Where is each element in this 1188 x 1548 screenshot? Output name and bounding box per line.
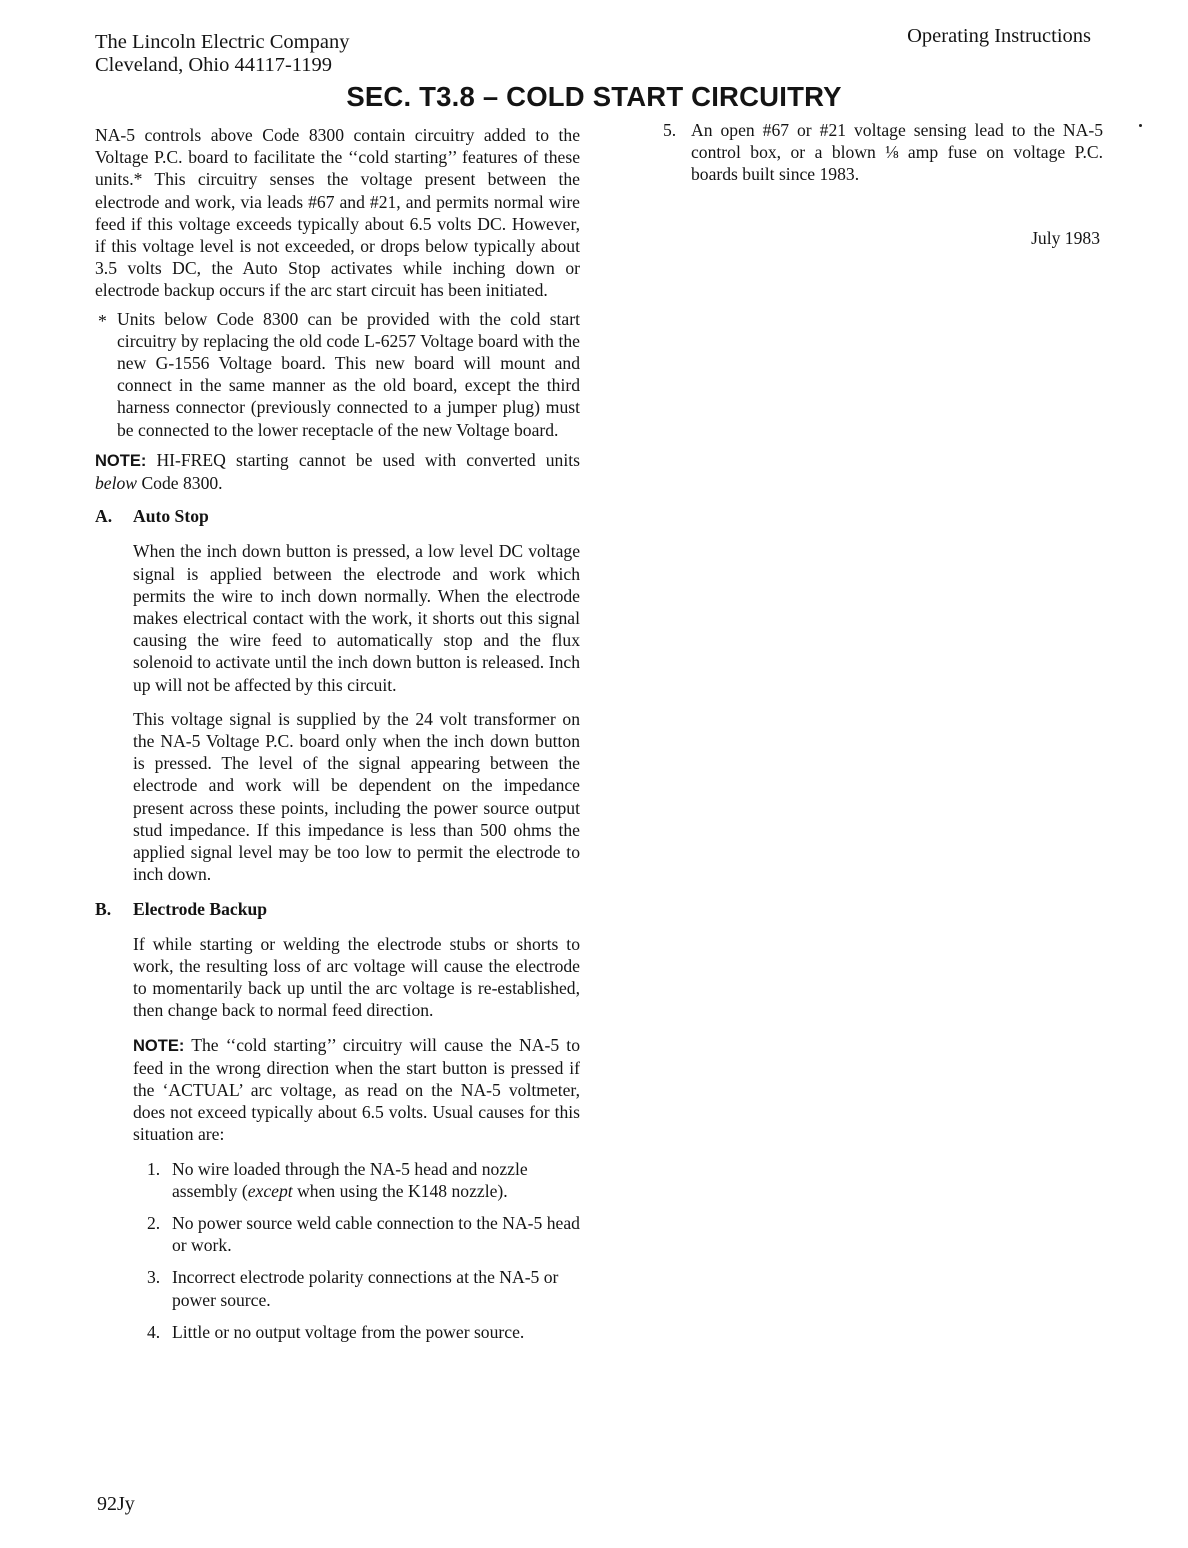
list-text: No power source weld cable connection to the NA-5 head or work. — [172, 1212, 580, 1256]
left-column — [95, 124, 580, 1353]
right-column — [663, 119, 1103, 186]
list-text: No wire loaded through the NA-5 head and nozzle assembly ( — [172, 1158, 528, 1201]
scan-speck — [1139, 124, 1142, 127]
note-hi-freq — [95, 449, 580, 494]
page-number: 92Jy — [97, 1493, 135, 1515]
list-item — [147, 1212, 580, 1256]
section-title: SEC. T3.8 – COLD START CIRCUITRY — [346, 81, 842, 112]
section-b-body — [95, 933, 580, 1146]
note-label: NOTE: — [133, 1036, 185, 1055]
electrode-backup-paragraph: If while starting or welding the electrode stubs or shorts to work, the resulting loss of arc voltage will cause the electrode to momentarily back up until the arc voltage is re-established, then change back to normal feed direction. — [133, 933, 580, 1021]
list-item — [147, 1158, 580, 1202]
list-number: 1. — [147, 1158, 161, 1179]
section-a-title: Auto Stop — [133, 506, 209, 527]
footnote-mark: * — [98, 310, 107, 331]
intro-paragraph: NA-5 controls above Code 8300 contain circuitry added to the Voltage P.C. board to facilitate the ‘‘cold starting’’ features of these units.* This circuitry senses the voltage present between the electrode and work, via leads #67 and #21, and permits normal wire feed if this voltage exceeds typically about 6.5 volts DC. However, if this voltage level is not exceeded, or drops below typically about 3.5 volts DC, the Auto Stop activates while inching down or electrode backup occurs if the arc start circuit has been initiated. — [95, 125, 580, 301]
list-item — [663, 119, 1103, 186]
auto-stop-paragraph-1: When the inch down button is pressed, a low level DC voltage signal is applied between the electrode and work which permits the wire to inch down normally. When the electrode makes electrical contact with the work, it shorts out this signal causing the wire feed to automatically stop and the flux solenoid to activate until the inch down button is released. Inch up will not be affected by this circuit. — [133, 541, 580, 695]
list-text: Little or no output voltage from the power source. — [172, 1321, 525, 1342]
list-text: An open #67 or #21 voltage sensing lead to the NA-5 control box, or a blown ⅛ amp fuse on voltage P.C. boards built since 1983. — [691, 120, 1103, 185]
section-b-letter: B. — [95, 898, 112, 919]
list-number: 2. — [147, 1212, 161, 1233]
list-number: 3. — [147, 1267, 161, 1288]
list-text: Incorrect electrode polarity connections at the NA-5 or power source. — [172, 1267, 559, 1310]
section-b-heading — [95, 898, 580, 920]
document-type: Operating Instructions — [907, 25, 1091, 47]
section-a-letter: A. — [95, 506, 113, 527]
causes-list — [95, 1158, 580, 1343]
note-emphasis: below — [95, 473, 138, 494]
list-item — [147, 1321, 580, 1343]
section-a-body — [95, 540, 580, 885]
footnote-text: Units below Code 8300 can be provided with the cold start circuitry by replacing the old code L-6257 Voltage board with the new G-1556 Voltage board. This new board will mount and connect in the same manner as the old board, except the third harness connector (previously connected to a jumper plug) must be connected to the lower receptacle of the new Voltage board. — [117, 308, 580, 440]
list-text-end: when using the K148 nozzle). — [292, 1180, 508, 1201]
footnote — [95, 308, 580, 441]
note-text-end: Code 8300. — [141, 473, 223, 494]
section-b-title: Electrode Backup — [133, 898, 268, 919]
list-emphasis: except — [247, 1180, 293, 1201]
note-text: The ‘‘cold starting’’ circuitry will cause the NA-5 to feed in the wrong direction when the start button is pressed if the ‘ACTUAL’ arc voltage, as read on the NA-5 voltmeter, does not exceed typically about 6.5 volts. Usual causes for this situation are: — [133, 1034, 580, 1145]
company-name: The Lincoln Electric Company — [95, 31, 350, 53]
section-a-heading — [95, 505, 580, 527]
note-text: HI-FREQ starting cannot be used with converted units — [156, 449, 580, 470]
list-number: 4. — [147, 1321, 161, 1342]
note-label: NOTE: — [95, 451, 147, 470]
cold-start-note — [133, 1034, 580, 1146]
auto-stop-paragraph-2: This voltage signal is supplied by the 24 volt transformer on the NA-5 Voltage P.C. board only when the inch down button is pressed. The level of the signal appearing between the electrode and work will be dependent on the impedance present across these points, including the power source output stud impedance. If this impedance is less than 500 ohms the applied signal level may be too low to permit the electrode to inch down. — [133, 708, 580, 885]
list-number: 5. — [663, 120, 677, 140]
company-header — [95, 31, 349, 77]
revision-date: July 1983 — [1031, 228, 1100, 248]
company-address: Cleveland, Ohio 44117-1199 — [95, 54, 333, 76]
list-item — [147, 1266, 580, 1310]
